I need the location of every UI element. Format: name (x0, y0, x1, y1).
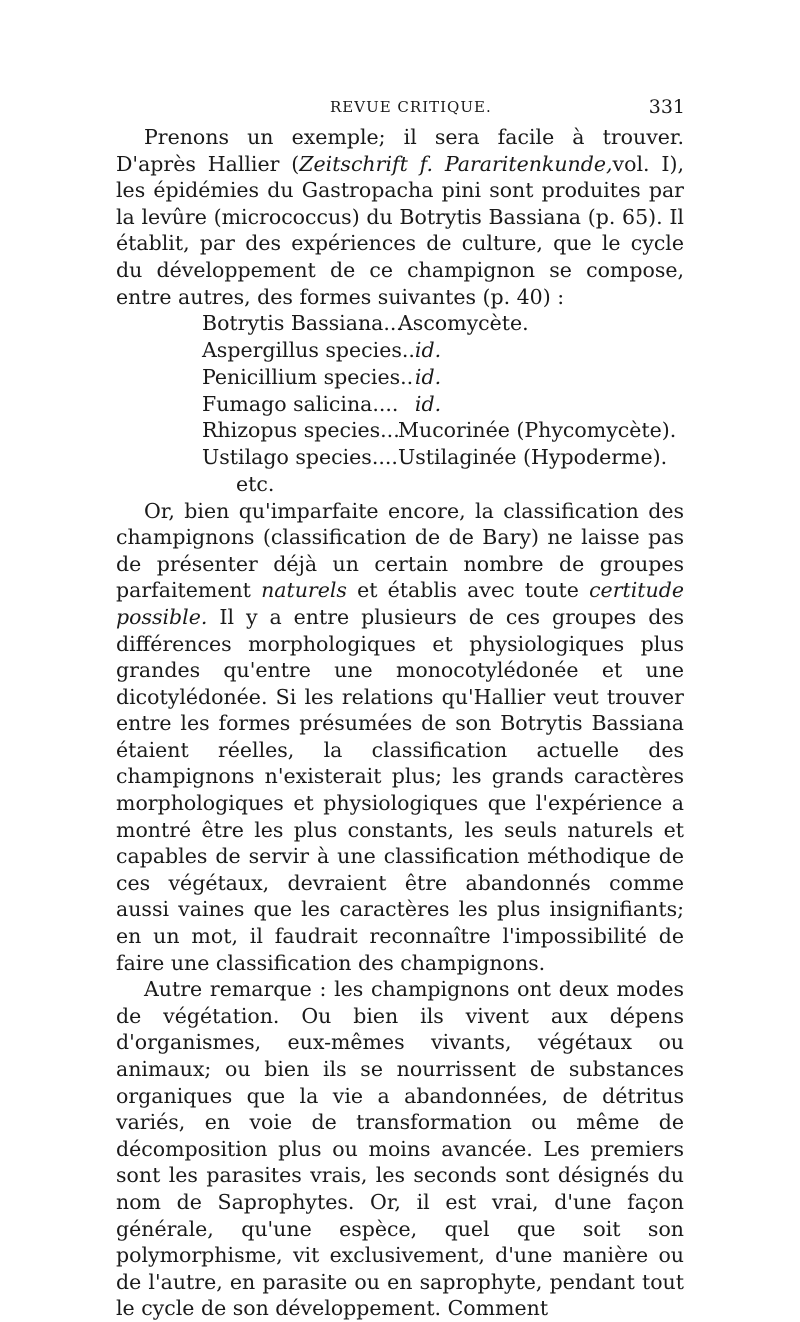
emphasis-naturels: naturels (261, 578, 347, 603)
page-header (0, 96, 800, 120)
species-row (202, 337, 684, 364)
species-classification: id. (414, 337, 442, 362)
paragraph-classification-text-3: Il y a entre plusieurs de ces groupes des différences morphologiques et physiologiques plus grandes qu'entre une monocotylédonée et une dicotylédonée. Si les relations qu'Hallier veut trouver entre les formes présumées de son Botrytis Bassiana étaient réelles, la classification actuelle des champignons n'existerait plus; les grands caractères morphologiques et physiologiques que l'expérience a montré être les plus constants, les seuls naturels et capables de servir à une classification méthodique de ces végétaux, devraient être abandonnés comme aussi vaines que les caractères les plus insignifiants; en un mot, il faudrait reconnaître l'impossibilité de faire une classification des champignons. (116, 604, 684, 975)
journal-title: Zeitschrift f. Pararitenkunde, (299, 151, 613, 176)
species-row (202, 310, 684, 337)
paragraph-remarque: Autre remarque : les champignons ont deux modes de végétation. Ou bien ils vivent aux dépens d'organismes, eux-mêmes vivants, végétaux ou animaux; ou bien ils se nourrissent de substances organiques que la vie a abandonnées, de détritus variés, en voie de transformation ou même de décomposition plus ou moins avancée. Les premiers sont les parasites vrais, les seconds sont désignés du nom de Saprophytes. Or, il est vrai, d'une façon générale, qu'une espèce, quel que soit son polymorphisme, vit exclusivement, d'une manière ou de l'autre, en parasite ou en saprophyte, pendant tout le cycle de son développement. Comment (116, 977, 684, 1321)
species-row (202, 444, 684, 471)
species-classification: id. (414, 364, 442, 389)
running-head: REVUE CRITIQUE. (330, 98, 492, 116)
list-etc: etc. (236, 471, 275, 496)
paragraph-classification-text-1: Or, bien qu'imparfaite encore, la classification des champignons (classification de de Bary) ne laisse pas de présenter déjà un certain nombre de groupes parfaitement (116, 498, 684, 603)
page-body (116, 124, 684, 1322)
species-name: Fumago salicina.... (202, 391, 399, 416)
emphasis-certitude: certitude possible. (116, 578, 684, 629)
species-name: Rhizopus species... (202, 418, 400, 443)
species-name: Penicillium species.. (202, 364, 414, 389)
paragraph-classification (116, 498, 684, 977)
paragraph-example-text-1: Prenons un exemple; il sera facile à trouver. D'après Hallier ( (116, 125, 684, 176)
species-classification: Ustilaginée (Hypoderme). (398, 445, 668, 470)
species-row (202, 391, 684, 418)
species-row (202, 417, 684, 444)
page-number: 331 (648, 96, 685, 118)
species-classification: Mucorinée (Phycomycète). (398, 418, 677, 443)
species-classification: id. (414, 391, 442, 416)
species-classification: Ascomycète. (398, 311, 529, 336)
species-name: Botrytis Bassiana... (202, 311, 403, 336)
paragraph-classification-text-2: et établis avec toute (346, 578, 590, 603)
species-list (202, 310, 684, 471)
species-name: Aspergillus species.. (202, 337, 415, 362)
paragraph-example-text-2: vol. I), les épidémies du Gastropacha pini sont produites par la levûre (micrococcus) du Botrytis Bassiana (p. 65). Il établit, par des expériences de culture, que le cycle du développement de ce champignon se compose, entre autres, des formes suivantes (p. 40) : (116, 151, 685, 309)
species-name: Ustilago species.... (202, 445, 398, 470)
paragraph-example (116, 124, 684, 310)
species-row (202, 364, 684, 391)
